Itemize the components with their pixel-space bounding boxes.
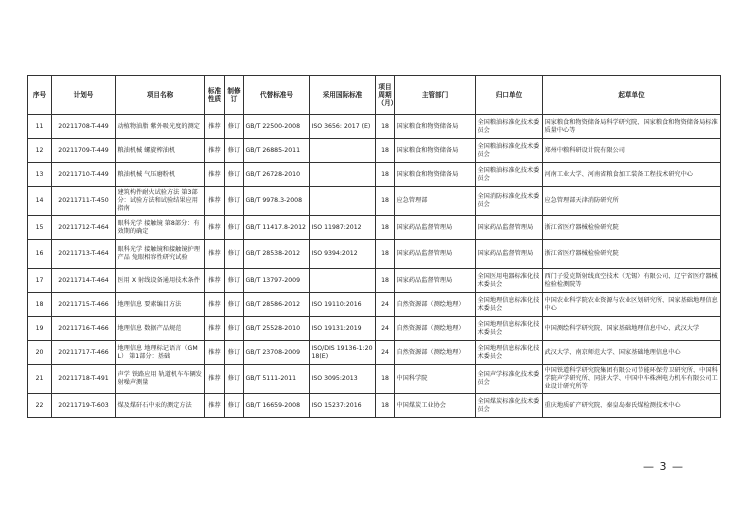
cell-number: 12	[28, 139, 52, 163]
cell-responsible-unit: 全国地理信息标准化技术委员会	[476, 293, 543, 317]
cell-department: 国家药品监督管理局	[395, 216, 476, 240]
cell-standard-nature: 推荐	[205, 317, 225, 341]
header-cell: 代替标准号	[244, 76, 310, 115]
cell-project-name: 粮油机械 螺旋榨油机	[116, 139, 205, 163]
table-row	[28, 394, 721, 418]
cell-replaced-standard: GB/T 16659-2008	[244, 394, 310, 418]
cell-drafting-unit: 应急管理部天津消防研究所	[543, 187, 721, 216]
cell-revision-type: 修订	[225, 187, 244, 216]
cell-department: 国家粮食和物资储备局	[395, 115, 476, 139]
cell-revision-type: 修订	[225, 365, 244, 394]
header-cell: 归口单位	[476, 76, 543, 115]
header-cell: 标准性质	[205, 76, 225, 115]
cell-revision-type: 修订	[225, 341, 244, 365]
table-row	[28, 365, 721, 394]
table-row	[28, 139, 721, 163]
cell-responsible-unit: 全国粮油标准化技术委员会	[476, 163, 543, 187]
cell-period: 18	[376, 139, 395, 163]
cell-plan-number: 20211715-T-466	[52, 293, 116, 317]
cell-standard-nature: 推荐	[205, 163, 225, 187]
table-body	[28, 115, 721, 418]
cell-standard-nature: 推荐	[205, 293, 225, 317]
cell-department: 国家药品监督管理局	[395, 269, 476, 293]
cell-department: 国家粮食和物资储备局	[395, 163, 476, 187]
cell-plan-number: 20211712-T-464	[52, 216, 116, 240]
cell-standard-nature: 推荐	[205, 115, 225, 139]
cell-number: 21	[28, 365, 52, 394]
table-row	[28, 269, 721, 293]
header-cell: 制修订	[225, 76, 244, 115]
header-cell: 序号	[28, 76, 52, 115]
cell-project-name: 眼科光学 接触镜和接触镜护理产品 兔眼相容性研究试验	[116, 240, 205, 269]
cell-project-name: 动植物油脂 紫外吸光度的测定	[116, 115, 205, 139]
cell-standard-nature: 推荐	[205, 341, 225, 365]
cell-revision-type: 修订	[225, 163, 244, 187]
cell-period: 18	[376, 216, 395, 240]
cell-replaced-standard: GB/T 26728-2010	[244, 163, 310, 187]
table-row	[28, 187, 721, 216]
cell-period: 18	[376, 115, 395, 139]
cell-responsible-unit: 全国声学标准化技术委员会	[476, 365, 543, 394]
cell-replaced-standard: GB/T 5111-2011	[244, 365, 310, 394]
cell-replaced-standard: GB/T 23708-2009	[244, 341, 310, 365]
cell-replaced-standard: GB/T 22500-2008	[244, 115, 310, 139]
cell-standard-nature: 推荐	[205, 240, 225, 269]
cell-responsible-unit: 国家药品监督管理局	[476, 216, 543, 240]
cell-plan-number: 20211710-T-449	[52, 163, 116, 187]
cell-drafting-unit: 重庆地质矿产研究院、秦皇岛秦氏煤检测技术中心	[543, 394, 721, 418]
standards-table	[27, 75, 721, 418]
cell-department: 自然资源部（测绘地理）	[395, 293, 476, 317]
table-row	[28, 240, 721, 269]
cell-department: 中国煤炭工业协会	[395, 394, 476, 418]
cell-number: 14	[28, 187, 52, 216]
cell-period: 24	[376, 341, 395, 365]
cell-drafting-unit: 国家粮食和物资储备局科学研究院、国家粮食和物资储备局标准质量中心等	[543, 115, 721, 139]
cell-plan-number: 20211718-T-491	[52, 365, 116, 394]
cell-responsible-unit: 全国医用电器标准化技术委员会	[476, 269, 543, 293]
cell-drafting-unit: 武汉大学、南京师范大学、国家基础地理信息中心	[543, 341, 721, 365]
cell-project-name: 眼科光学 接触镜 第8部分：有效期的确定	[116, 216, 205, 240]
cell-number: 17	[28, 269, 52, 293]
cell-plan-number: 20211708-T-449	[52, 115, 116, 139]
table-row	[28, 216, 721, 240]
cell-department: 中国科学院	[395, 365, 476, 394]
header-cell: 项目周期（月）	[376, 76, 395, 115]
cell-drafting-unit: 河南工业大学、河南省粮食加工装备工程技术研究中心	[543, 163, 721, 187]
cell-drafting-unit: 中国测绘科学研究院、国家基础地理信息中心、武汉大学	[543, 317, 721, 341]
cell-drafting-unit: 浙江省医疗器械检验研究院	[543, 240, 721, 269]
cell-period: 18	[376, 394, 395, 418]
cell-international-standard: ISO 3656: 2017 (E)	[310, 115, 376, 139]
cell-revision-type: 修订	[225, 317, 244, 341]
cell-revision-type: 修订	[225, 394, 244, 418]
cell-period: 18	[376, 269, 395, 293]
cell-period: 18	[376, 240, 395, 269]
cell-responsible-unit: 全国煤炭标准化技术委员会	[476, 394, 543, 418]
cell-period: 18	[376, 163, 395, 187]
table-row	[28, 293, 721, 317]
cell-responsible-unit: 全国消防标准化技术委员会	[476, 187, 543, 216]
cell-revision-type: 修订	[225, 139, 244, 163]
cell-number: 22	[28, 394, 52, 418]
cell-period: 24	[376, 293, 395, 317]
cell-number: 20	[28, 341, 52, 365]
cell-replaced-standard: GB/T 26885-2011	[244, 139, 310, 163]
cell-revision-type: 修订	[225, 240, 244, 269]
cell-replaced-standard: GB/T 28538-2012	[244, 240, 310, 269]
cell-plan-number: 20211719-T-603	[52, 394, 116, 418]
cell-department: 国家粮食和物资储备局	[395, 139, 476, 163]
cell-plan-number: 20211714-T-464	[52, 269, 116, 293]
cell-plan-number: 20211709-T-449	[52, 139, 116, 163]
cell-revision-type: 修订	[225, 293, 244, 317]
cell-project-name: 地理信息 要素编目方法	[116, 293, 205, 317]
cell-standard-nature: 推荐	[205, 139, 225, 163]
cell-number: 13	[28, 163, 52, 187]
cell-international-standard	[310, 187, 376, 216]
cell-international-standard: ISO/DIS 19136-1:2018(E)	[310, 341, 376, 365]
cell-drafting-unit: 郑州中粮科研设计院有限公司	[543, 139, 721, 163]
cell-plan-number: 20211717-T-466	[52, 341, 116, 365]
cell-responsible-unit: 全国地理信息标准化技术委员会	[476, 341, 543, 365]
cell-department: 自然资源部（测绘地理）	[395, 317, 476, 341]
cell-standard-nature: 推荐	[205, 394, 225, 418]
header-cell: 采用国际标准	[310, 76, 376, 115]
cell-international-standard: ISO 9394:2012	[310, 240, 376, 269]
cell-number: 15	[28, 216, 52, 240]
cell-revision-type: 修订	[225, 269, 244, 293]
cell-period: 18	[376, 365, 395, 394]
cell-standard-nature: 推荐	[205, 187, 225, 216]
table-row	[28, 341, 721, 365]
cell-international-standard	[310, 139, 376, 163]
cell-period: 24	[376, 317, 395, 341]
cell-international-standard	[310, 269, 376, 293]
cell-department: 国家药品监督管理局	[395, 240, 476, 269]
cell-responsible-unit: 全国粮油标准化技术委员会	[476, 115, 543, 139]
cell-international-standard	[310, 163, 376, 187]
cell-responsible-unit: 全国粮油标准化技术委员会	[476, 139, 543, 163]
cell-replaced-standard: GB/T 11417.8-2012	[244, 216, 310, 240]
cell-standard-nature: 推荐	[205, 269, 225, 293]
cell-replaced-standard: GB/T 25528-2010	[244, 317, 310, 341]
table-row	[28, 115, 721, 139]
cell-international-standard: ISO 11987:2012	[310, 216, 376, 240]
cell-project-name: 地理信息 地理标记语言（GML） 第1部分：基础	[116, 341, 205, 365]
cell-replaced-standard: GB/T 9978.3-2008	[244, 187, 310, 216]
cell-plan-number: 20211711-T-450	[52, 187, 116, 216]
cell-plan-number: 20211716-T-466	[52, 317, 116, 341]
header-cell: 主管部门	[395, 76, 476, 115]
cell-responsible-unit: 全国地理信息标准化技术委员会	[476, 317, 543, 341]
header-cell: 项目名称	[116, 76, 205, 115]
cell-international-standard: ISO 15237:2016	[310, 394, 376, 418]
table-header-row	[28, 76, 721, 115]
cell-project-name: 声学 铁路应用 轨道机车车辆发射噪声测量	[116, 365, 205, 394]
cell-drafting-unit: 西门子爱克斯射线真空技术（无锡）有限公司、辽宁省医疗器械检验检测院等	[543, 269, 721, 293]
cell-project-name: 地理信息 数据产品规范	[116, 317, 205, 341]
cell-international-standard: ISO 19110:2016	[310, 293, 376, 317]
cell-replaced-standard: GB/T 28586-2012	[244, 293, 310, 317]
header-cell: 计划号	[52, 76, 116, 115]
cell-drafting-unit: 浙江省医疗器械检验研究院	[543, 216, 721, 240]
cell-revision-type: 修订	[225, 216, 244, 240]
cell-drafting-unit: 中国铁道科学研究院集团有限公司节能环保劳卫研究所、中国科学院声学研究所、同济大学、中国中车株洲电力机车有限公司工业设计研究所等	[543, 365, 721, 394]
page-number: — 3 —	[643, 460, 684, 473]
cell-number: 19	[28, 317, 52, 341]
cell-number: 11	[28, 115, 52, 139]
table-row	[28, 163, 721, 187]
cell-number: 16	[28, 240, 52, 269]
cell-responsible-unit: 国家药品监督管理局	[476, 240, 543, 269]
cell-project-name: 煤及煤矸石中汞的测定方法	[116, 394, 205, 418]
cell-standard-nature: 推荐	[205, 216, 225, 240]
cell-number: 18	[28, 293, 52, 317]
cell-international-standard: ISO 3095:2013	[310, 365, 376, 394]
cell-department: 自然资源部（测绘地理）	[395, 341, 476, 365]
cell-department: 应急管理部	[395, 187, 476, 216]
cell-project-name: 粮油机械 气压磨粉机	[116, 163, 205, 187]
table-row	[28, 317, 721, 341]
cell-international-standard: ISO 19131:2019	[310, 317, 376, 341]
cell-replaced-standard: GB/T 13797-2009	[244, 269, 310, 293]
cell-standard-nature: 推荐	[205, 365, 225, 394]
cell-project-name: 医用 X 射线设备通用技术条件	[116, 269, 205, 293]
cell-project-name: 建筑构件耐火试验方法 第3部分：试验方法和试验结果应用指南	[116, 187, 205, 216]
cell-drafting-unit: 中国农业科学院农业资源与农业区划研究所、国家基础地理信息中心	[543, 293, 721, 317]
cell-plan-number: 20211713-T-464	[52, 240, 116, 269]
header-cell: 起草单位	[543, 76, 721, 115]
cell-revision-type: 修订	[225, 115, 244, 139]
cell-period: 18	[376, 187, 395, 216]
